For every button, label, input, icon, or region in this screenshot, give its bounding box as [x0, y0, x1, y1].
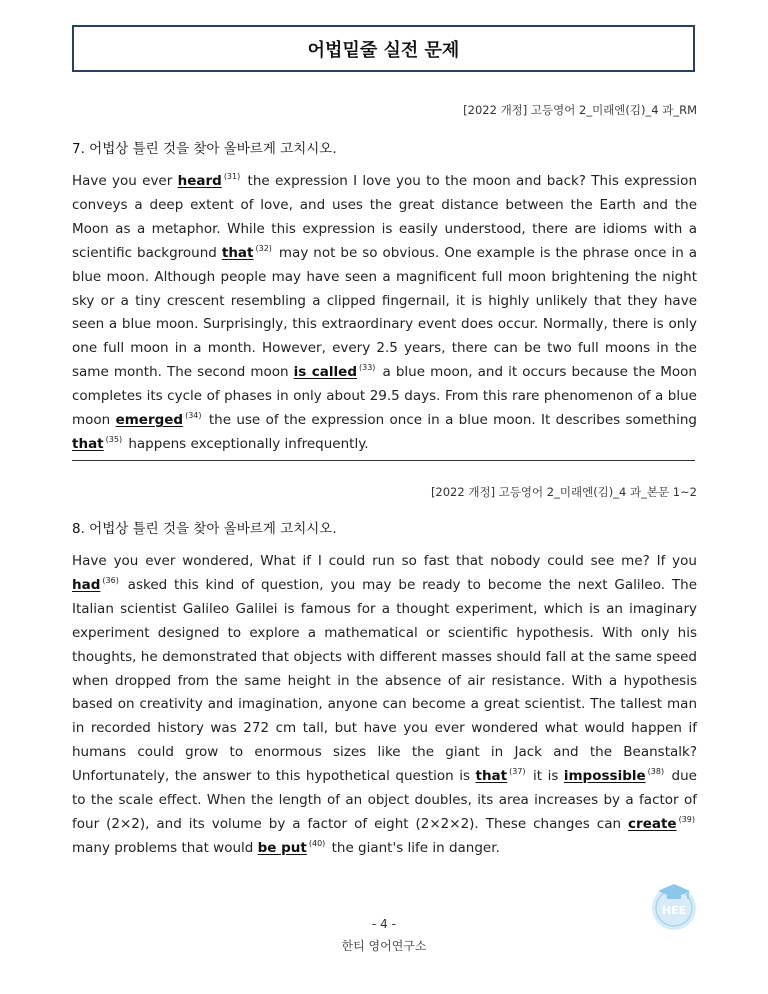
passage-text: Have you ever wondered, What if I could run so fast that nobody could see me? If you [72, 553, 697, 569]
passage-text: due to the scale effect. When the length of an object doubles, its area increases by a factor of four (2×2), and its volume by a factor of eight (2×2×2). These changes can [72, 768, 697, 832]
passage-text: may not be so obvious. One example is the phrase once in a blue moon. Although people may have seen a magnificent full moon brightening the night sky or a tiny crescent resembling a clipped fingernail, it is highly unlikely that they have seen a blue moon. Surprisingly, this extraordinary event does occur. Normally, there is only one full moon in a month. However, every 2.5 years, there can be two full moons in the same month. The second moon [72, 244, 698, 381]
question-7-title: 7. 어법상 틀린 것을 찾아 올바르게 고치시오. [72, 141, 337, 157]
item-number-38: (38) [647, 767, 665, 777]
passage-text: happens exceptionally infrequently. [124, 435, 369, 452]
passage-text: Have you ever [72, 173, 178, 189]
title-box [72, 25, 695, 72]
graduation-cap-icon [648, 880, 700, 932]
item-number-39: (39) [678, 814, 695, 824]
item-number-37: (37) [509, 767, 526, 777]
underlined-item-34: emerged [115, 412, 184, 429]
item-number-32: (32) [255, 243, 272, 253]
underlined-item-36: had [72, 576, 101, 593]
underlined-item-37: that [475, 768, 508, 785]
question-8-passage [72, 550, 697, 861]
item-number-35: (35) [105, 434, 123, 444]
hee-logo [648, 880, 700, 932]
passage-text: it is [527, 768, 564, 785]
underlined-item-35: that [72, 435, 104, 452]
underlined-item-32: that [221, 244, 254, 261]
question-7-source: [2022 개정] 고등영어 2_미래엔(김)_4 과_RM [463, 103, 697, 117]
passage-text: the expression I love you to the moon and back? This expression conveys a deep extent of love, and uses the great distance between the Earth and the Moon as a metaphor. While this expression is easily understood, there are idioms with a scientific background [72, 173, 697, 261]
question-7-passage [72, 170, 697, 457]
item-number-31: (31) [223, 172, 241, 181]
logo-text: HEE [661, 904, 687, 917]
passage-text: the giant's life in danger. [327, 839, 500, 856]
passage-text: a blue moon, and it occurs because the Moon completes its cycle of phases in only about 29.5 days. From this rare phenomenon of a blue moon [72, 364, 697, 429]
item-number-33: (33) [359, 363, 376, 373]
passage-text: many problems that would [72, 839, 258, 856]
item-number-40: (40) [308, 838, 326, 848]
item-number-36: (36) [102, 575, 119, 585]
question-8-title: 8. 어법상 틀린 것을 찾아 올바르게 고치시오. [72, 521, 337, 537]
underlined-item-39: create [628, 815, 677, 832]
answer-line [72, 460, 695, 461]
question-8-source: [2022 개정] 고등영어 2_미래엔(김)_4 과_본문 1~2 [430, 485, 697, 499]
passage-text: asked this kind of question, you may be ready to become the next Galileo. The Italian scientist Galileo Galilei is famous for a thought experiment, which is an imaginary experiment designed to explore a mathematical or scientific hypothesis. With only his thoughts, he demonstrated that objects with different masses should fall at the same speed when dropped from the same height in the absence of air resistance. With a hypothesis based on creativity and imagination, anyone can become a great scientist. The tallest man in recorded history was 272 cm tall, but have you ever wondered what would happen if humans could grow to enormous sizes like the giant in Jack and the Beanstalk? Unfortunately, the answer to this hypothetical question is [72, 576, 697, 785]
page-number: - 4 - [372, 917, 396, 931]
underlined-item-33: is called [293, 364, 357, 381]
underlined-item-40: be put [257, 839, 307, 856]
underlined-item-31: heard [177, 173, 222, 189]
underlined-item-38: impossible [563, 768, 646, 785]
passage-text: the use of the expression once in a blue moon. It describes something [203, 412, 697, 429]
page-title: 어법밑줄 실전 문제 [307, 39, 460, 61]
footer-org: 한티 영어연구소 [341, 939, 427, 953]
item-number-34: (34) [185, 411, 202, 421]
